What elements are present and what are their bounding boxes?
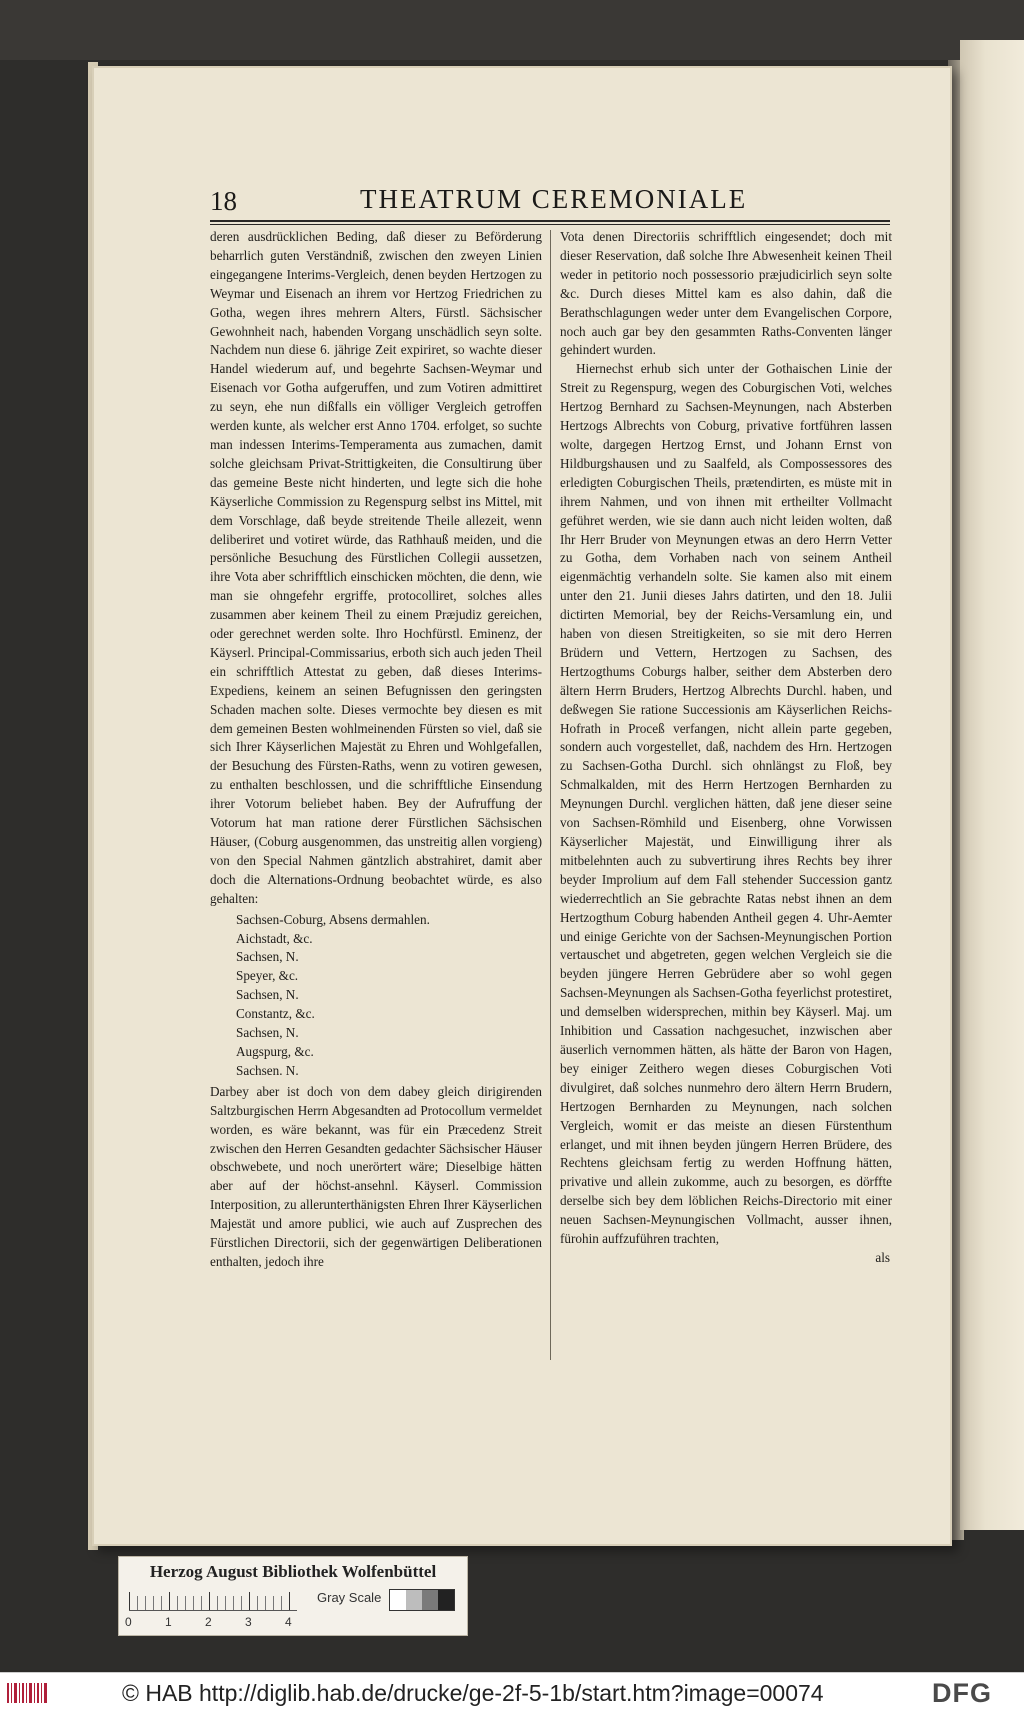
scan-top-shadow <box>0 0 1024 60</box>
library-color-card <box>118 1556 468 1636</box>
right-paragraph-2: Hiernechst erhub sich unter der Gothaischen Linie der Streit zu Regenspurg, wegen des Coburgischen Voti, welches Hertzog Bernhard zu Sachsen-Meynungen, nach Absterben Hertzogs Albrechts von Coburg, privative fortführen lassen wolte, dargegen Hertzog Ernst, und Johann Ernst von Hildburgshausen und zu Saalfeld, als Compossessores des erledigten Coburgischen Theils, prætendirten, es müste mit in ihrem Nahmen, und von ihnen mit ertheilter Vollmacht geführet werden, wie sie dann auch nicht leiden wolten, daß Ihr Herr Bruder von Meynungen etwas an dero Herrn Vetter zu Gotha, dem Vorhaben nach von seinem Antheil eigenmächtig verhandeln solte. Sie kamen also mit einem unter den 21. Junii dieses Jahrs datirten, und den 18. Julii dictirten Memorial, bey der Reichs-Versamlung ein, und haben von diesen Streitigkeiten, so sie mit dero Herren Brüdern und Vettern, Hertzogen zu Sachsen, des Hertzogthums Coburgs halber, seither dem Absterben dero ältern Herrn Bruders, Hertzog Albrechts Durchl. haben, und deßwegen Sie ratione Successionis am Käyserlichen Reichs-Hofrath in Proceß verfangen, nicht allein parte gegeben, sondern auch vorgestellet, daß, nachdem des Hrn. Hertzogen zu Sachsen-Gotha Durchl. sich ohnlängst zu Floß, bey Schmalkalden, mit des Herrn Hertzogen Bernharden zu Meynungen Durchl. verglichen hätten, daß jene dieser seine von Sachsen-Römhild und Eisenberg, ohne Vorwissen Käyserlicher Majestät, und Einwilligung ihrer als mitbelehnten auch zu subvertirung ihres Rechts bey ihrer beyder Improlium auf dem Fall stehender Succession gantz wiederrechtlich an Sie gebrachte Ratas nebst ihnen an dem Hertzogthum Coburg habenden Antheil gegen 4. Uhr-Aemter und einige Gerichte von der Sachsen-Meynungischen Portion vertauschet und abgetreten, gegen welchen Vergleich sie die beyden jüngere Herren Gebrüdere aber so wohl gegen Sachsen-Meynungen als Sachsen-Gotha feyerlichst protestiret, und demselben widersprechen, mithin bey Käyserl. Maj. um Inhibition und Cassation nachgesuchet, inzwischen aber äuserlich vernommen hätten, als hätte der Baron von Hagen, bey einiger Zeithero wegen dieses Coburgischen Voti divulgiret, daß solches nunmehro dero ältern Herrn Brudern, Hertzogen Bernharden zu Meynungen, nach solchen Vergleich, womit er das meiste an diesen Fürstenthum erlanget, und mit ihnen beyden jüngern Herren Brüdere, des Rechtens gleichsam fertig zu werden Hoffnung hätten, privative und allein zukomme, auch zu besorgen, es dörffte derselbe sich bey dem löblichen Reichs-Directorio mit einer neuen Sachsen-Meynungischen Vollmacht, ausser ihnen, fürohin auffzuführen trachten, <box>560 361 892 1247</box>
ruler-number: 2 <box>205 1615 212 1629</box>
column-divider <box>550 230 551 1360</box>
footer-bar <box>0 1672 1024 1712</box>
next-page-edge <box>960 40 1024 1530</box>
scale-ruler <box>129 1590 297 1612</box>
list-item: Aichstadt, &c. <box>236 930 313 946</box>
ruler-number: 0 <box>125 1615 132 1629</box>
library-name: Herzog August Bibliothek Wolfenbüttel <box>149 1562 437 1581</box>
catchword: als <box>875 1249 890 1265</box>
list-item: Sachsen, N. <box>236 949 299 965</box>
head-rule <box>210 220 890 222</box>
copyright-link[interactable]: © HAB http://diglib.hab.de/drucke/ge-2f-5-1b/start.htm?image=00074 <box>122 1680 824 1706</box>
ruler-number: 1 <box>165 1615 172 1629</box>
list-item: Speyer, &c. <box>236 968 299 984</box>
head-rule-thin <box>210 224 890 225</box>
vote-order-list <box>236 911 542 1081</box>
list-item: Sachsen, N. <box>236 987 299 1003</box>
running-title: THEATRUM CEREMONIALE <box>360 184 748 214</box>
page-number: 18 <box>210 186 237 216</box>
gray-scale-label: Gray Scale <box>317 1590 382 1605</box>
gray-scale-swatch <box>389 1589 455 1611</box>
right-paragraph-1: Vota denen Directoriis schrifftlich eingesendet; doch mit dieser Reservation, daß solche Ihre Abwesenheit keinen Theil weder in petitorio noch possessorio præjudicirlich seyn solte &c. Durch dieses Mittel kam es also dahin, daß die Berathschlagungen weder unter dem Evangelischen Corpore, noch auch gar bey den gesammten Raths-Conventen länger gehindert wurden. <box>560 229 892 358</box>
ruler-number: 4 <box>285 1615 292 1629</box>
running-head <box>210 184 890 218</box>
list-item: Augspurg, &c. <box>236 1043 314 1059</box>
left-paragraph-2: Darbey aber ist doch von dem dabey gleich dirigirenden Saltzburgischen Herrn Abgesandten ad Protocollum vermeldet worden, es wäre bekannt, was für ein Præcedenz Streit zwischen den Herren Gesandten gedachter Sächsischer Häuser obschwebete, und noch unerörtert wäre; Dieselbige hätten aber auf der höchst-ansehnl. Käyserl. Commission Interposition, zu allerunterthänigsten Ehren Ihrer Käyserlichen Majestät und amore publici, wie auch auf Zusprechen des Fürstlichen Directorii, sich der gegenwärtigen Deliberationen enthalten, jedoch ihre <box>210 1083 542 1269</box>
list-item: Constantz, &c. <box>236 1006 315 1022</box>
right-column <box>560 228 892 1268</box>
dfg-logo: DFG <box>932 1678 992 1708</box>
left-paragraph-1: deren ausdrücklichen Beding, daß dieser zu Beförderung beharrlich guten Verständniß, zwischen den zweyen Linien eingegangene Interims-Vergleich, denen beyden Hertzogen zu Weymar und Eisenach an ihrem vor Hertzog Friedrichen zu Gotha, wegen ihres mehrern Alters, Fürstl. Sächsischer Gewohnheit nach, habenden Vorgang unschädlich seyn solte. Nachdem nun diese 6. jährige Zeit expiriret, so wachte dieser Handel wiederum auf, und begehrte Sachsen-Weymar und Eisenach vor Gotha aufgeruffen, und zum Votiren admittiret zu seyn, ehe nun dißfalls ein völliger Vergleich getroffen werden kunte, als welcher erst Anno 1704. erfolget, so suchte man indessen Interims-Temperamenta aus zumachen, damit solche gleichsam Privat-Strittigkeiten, die Consultirung über das gemeine Beste nicht hinderten, und legte sich die hohe Käyserliche Commission zu Regenspurg selbst ins Mittel, mit dem Vorschlage, daß beyde streitende Theile allezeit, wenn deliberiret und votiret würde, das Rathhauß meiden, und die persönliche Besuchung des Fürstlichen Collegii aussetzen, ihre Vota aber schrifftlich einschicken möchten, die denn, wie man sie ohngefehr ergriffe, protocolliret, solches alles zusammen aber keinem Theil zu einem Præjudiz gereichen, oder gerechnet werden solte. Ihro Hochfürstl. Eminenz, der Käyserl. Principal-Commissarius, erboth sich auch jeden Theil ein schrifftlich Attestat zu geben, daß dieses Interims-Expediens, keinem an seinen Befugnissen den geringsten Schaden machen solte. Dieses vermochte bey diesen es mit dem gemeinen Besten wohlmeinenden Fürsten so viel, daß sie sich Ihrer Käyserlichen Majestät zu Ehren und Wohlgefallen, der Besuchung des Fürsten-Raths, wenn zu votiren gewesen, zu enthalten beschlossen, und die schrifftliche Einsendung ihrer Votorum beliebet haben. Bey der Aufruffung der Votorum hat man ratione derer Fürstlichen Sächsischen Häuser, (Coburg ausgenommen, das unstreitig allen vorgieng) von den Special Nahmen gäntzlich abstrahiret, damit aber doch die Alternations-Ordnung beobachtet würde, es also gehalten: <box>210 229 542 906</box>
barcode-icon <box>6 1681 48 1705</box>
list-item: Sachsen, N. <box>236 1025 299 1041</box>
left-column <box>210 228 542 1272</box>
list-item: Sachsen-Coburg, Absens dermahlen. <box>236 911 430 927</box>
ruler-number: 3 <box>245 1615 252 1629</box>
list-item: Sachsen. N. <box>236 1062 299 1078</box>
